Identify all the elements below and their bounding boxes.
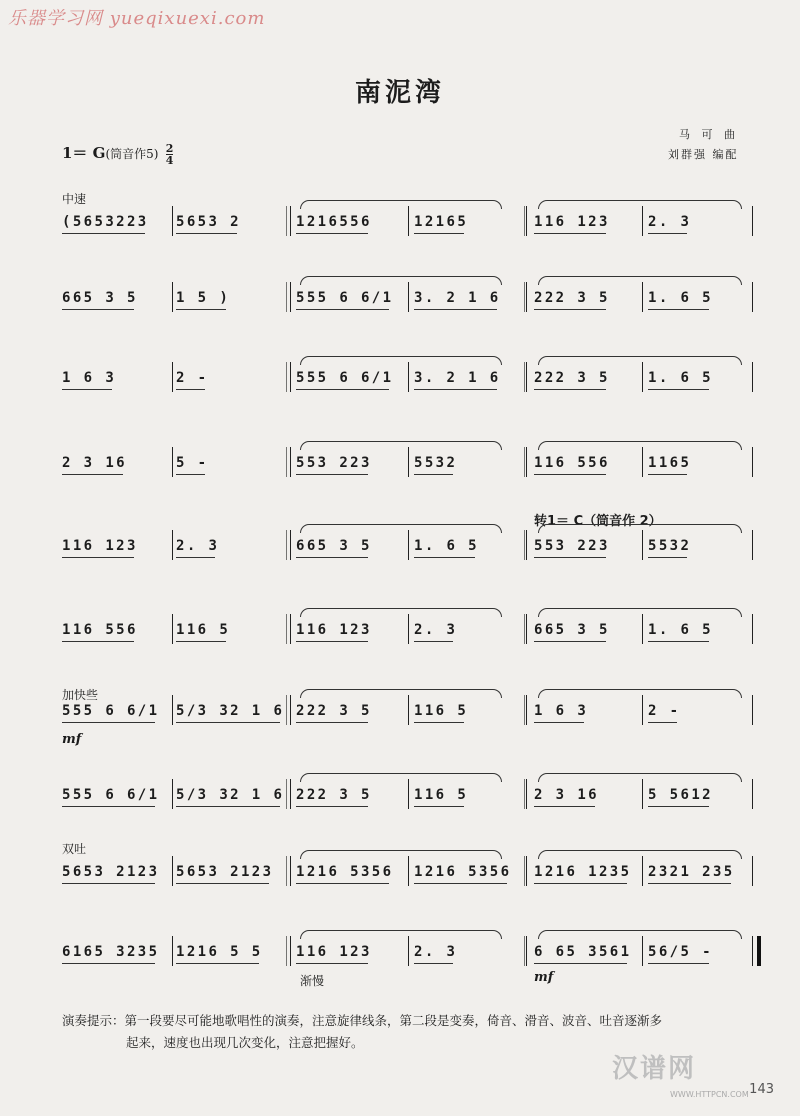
beam-line [62, 474, 123, 475]
barline [752, 936, 753, 966]
technique-marking: 双吐 [62, 842, 87, 856]
phrase-slur [538, 930, 742, 939]
barline [642, 936, 643, 966]
beam-line [176, 806, 280, 807]
barline [642, 282, 643, 312]
measure-r9-m3: 1216 5356 [296, 864, 393, 880]
measure-r8-m5: 2 3 16 [534, 787, 599, 803]
beam-line [534, 389, 606, 390]
measure-r1-m1: (5653223 [62, 214, 149, 230]
barline-inner [524, 695, 525, 725]
barline [290, 362, 291, 392]
barline [172, 856, 173, 886]
beam-line [176, 389, 205, 390]
beam-line [534, 641, 606, 642]
measure-r7-m4: 116 5 [414, 703, 468, 719]
measure-r6-m1: 116 556 [62, 622, 138, 638]
measure-r3-m3: 555 6 6/1 [296, 370, 393, 386]
beam-line [534, 722, 584, 723]
barline [526, 779, 527, 809]
beam-line [648, 641, 709, 642]
measure-r7-m1: 555 6 6/1 [62, 703, 159, 719]
beam-line [414, 233, 464, 234]
barline [172, 530, 173, 560]
barline [752, 362, 753, 392]
beam-line [296, 883, 389, 884]
beam-line [414, 474, 453, 475]
beam-line [62, 557, 134, 558]
beam-line [648, 474, 687, 475]
beam-line [648, 722, 677, 723]
barline [752, 856, 753, 886]
beam-line [534, 474, 606, 475]
beam-line [648, 557, 687, 558]
beam-line [296, 806, 368, 807]
phrase-slur [300, 850, 502, 859]
measure-r3-m6: 1. 6 5 [648, 370, 713, 386]
watermark: 乐器学习网 yueqixuexi.com [8, 8, 266, 29]
measure-r1-m6: 2. 3 [648, 214, 691, 230]
site-logo-url: WWW.HTTPCN.COM [670, 1090, 749, 1099]
barline [752, 206, 753, 236]
measure-r8-m1: 555 6 6/1 [62, 787, 159, 803]
barline-inner [286, 856, 287, 886]
beam-line [534, 309, 606, 310]
barline [408, 282, 409, 312]
measure-r5-m6: 5532 [648, 538, 691, 554]
beam-line [414, 641, 453, 642]
beam-line [414, 883, 507, 884]
measure-r3-m1: 1 6 3 [62, 370, 116, 386]
measure-r6-m4: 2. 3 [414, 622, 457, 638]
barline [752, 695, 753, 725]
measure-r9-m1: 5653 2123 [62, 864, 159, 880]
barline [642, 856, 643, 886]
barline [642, 362, 643, 392]
measure-r2-m5: 222 3 5 [534, 290, 610, 306]
barline-inner [286, 614, 287, 644]
measure-r1-m2: 5653 2 [176, 214, 241, 230]
measure-r4-m5: 116 556 [534, 455, 610, 471]
phrase-slur [300, 356, 502, 365]
barline-inner [286, 447, 287, 477]
phrase-slur [538, 689, 742, 698]
dynamic-mf-1: mf [62, 732, 82, 747]
beam-line [176, 474, 205, 475]
rit-marking: 渐慢 [300, 974, 325, 988]
barline [172, 206, 173, 236]
beam-line [414, 722, 464, 723]
barline-inner [286, 282, 287, 312]
barline [408, 362, 409, 392]
measure-r1-m5: 116 123 [534, 214, 610, 230]
barline [408, 779, 409, 809]
phrase-slur [538, 850, 742, 859]
beam-line [62, 309, 134, 310]
beam-line [648, 309, 709, 310]
measure-r8-m2: 5/3 32 1 6 [176, 787, 284, 803]
barline-inner [286, 695, 287, 725]
key-signature [62, 142, 173, 166]
barline [290, 779, 291, 809]
beam-line [414, 309, 497, 310]
phrase-slur [538, 524, 742, 533]
barline [752, 779, 753, 809]
measure-r5-m1: 116 123 [62, 538, 138, 554]
measure-r7-m2: 5/3 32 1 6 [176, 703, 284, 719]
barline [642, 447, 643, 477]
phrase-slur [538, 608, 742, 617]
beam-line [648, 233, 687, 234]
beam-line [534, 233, 606, 234]
barline [290, 614, 291, 644]
beam-line [176, 963, 259, 964]
barline [642, 695, 643, 725]
barline [642, 614, 643, 644]
measure-r6-m5: 665 3 5 [534, 622, 610, 638]
measure-r8-m4: 116 5 [414, 787, 468, 803]
phrase-slur [538, 356, 742, 365]
beam-line [648, 389, 709, 390]
barline [752, 282, 753, 312]
phrase-slur [300, 773, 502, 782]
measure-r7-m3: 222 3 5 [296, 703, 372, 719]
meter-top: 2 [165, 141, 174, 155]
barline [290, 282, 291, 312]
phrase-slur [300, 608, 502, 617]
measure-r9-m6: 2321 235 [648, 864, 735, 880]
barline [642, 530, 643, 560]
beam-line [534, 883, 627, 884]
barline-inner [286, 779, 287, 809]
barline [172, 779, 173, 809]
measure-r5-m4: 1. 6 5 [414, 538, 479, 554]
barline [526, 530, 527, 560]
phrase-slur [538, 773, 742, 782]
barline-inner [524, 206, 525, 236]
beam-line [62, 806, 155, 807]
phrase-slur [300, 200, 502, 209]
measure-r10-m1: 6165 3235 [62, 944, 159, 960]
barline [526, 206, 527, 236]
measure-r1-m4: 12165 [414, 214, 468, 230]
beam-line [296, 963, 368, 964]
barline-inner [524, 447, 525, 477]
final-barline [757, 936, 761, 966]
measure-r10-m5: 6 65 3561 [534, 944, 631, 960]
barline [408, 447, 409, 477]
barline [408, 856, 409, 886]
barline [526, 695, 527, 725]
beam-line [414, 557, 475, 558]
phrase-slur [538, 200, 742, 209]
tempo-marking-2: 加快些 [62, 688, 99, 702]
barline [172, 447, 173, 477]
measure-r6-m6: 1. 6 5 [648, 622, 713, 638]
barline-inner [286, 206, 287, 236]
modulation-marking: 转1＝ C（筒音作 2） [534, 514, 662, 529]
beam-line [296, 233, 368, 234]
beam-line [176, 309, 226, 310]
page-title: 南泥湾 [354, 78, 445, 108]
time-signature [166, 143, 174, 166]
barline [290, 530, 291, 560]
beam-line [296, 722, 368, 723]
beam-line [296, 474, 368, 475]
phrase-slur [300, 524, 502, 533]
barline-inner [524, 936, 525, 966]
barline-inner [524, 856, 525, 886]
barline [526, 936, 527, 966]
barline [526, 614, 527, 644]
barline [752, 447, 753, 477]
measure-r5-m3: 665 3 5 [296, 538, 372, 554]
beam-line [62, 389, 112, 390]
barline-inner [286, 530, 287, 560]
beam-line [414, 963, 453, 964]
barline [290, 856, 291, 886]
measure-r7-m5: 1 6 3 [534, 703, 588, 719]
beam-line [62, 233, 145, 234]
measure-r9-m4: 1216 5356 [414, 864, 511, 880]
barline [752, 614, 753, 644]
measure-r8-m3: 222 3 5 [296, 787, 372, 803]
barline [408, 695, 409, 725]
beam-line [296, 557, 368, 558]
barline-inner [524, 614, 525, 644]
barline [408, 206, 409, 236]
measure-r2-m4: 3. 2 1 6 [414, 290, 501, 306]
measure-r3-m4: 3. 2 1 6 [414, 370, 501, 386]
measure-r10-m4: 2. 3 [414, 944, 457, 960]
measure-r2-m1: 665 3 5 [62, 290, 138, 306]
barline [172, 362, 173, 392]
barline-inner [524, 530, 525, 560]
measure-r4-m6: 1165 [648, 455, 691, 471]
beam-line [414, 389, 497, 390]
page-number: 143 [749, 1082, 774, 1097]
beam-line [534, 963, 627, 964]
measure-r4-m3: 553 223 [296, 455, 372, 471]
barline [172, 614, 173, 644]
barline-inner [524, 362, 525, 392]
barline-inner [524, 779, 525, 809]
beam-line [176, 883, 269, 884]
phrase-slur [300, 689, 502, 698]
barline [408, 936, 409, 966]
barline [408, 530, 409, 560]
measure-r2-m6: 1. 6 5 [648, 290, 713, 306]
measure-r1-m3: 1216556 [296, 214, 372, 230]
barline [290, 936, 291, 966]
barline [290, 206, 291, 236]
barline [290, 695, 291, 725]
barline [526, 447, 527, 477]
arranger-credit: 刘群强 编配 [668, 148, 739, 161]
barline [172, 695, 173, 725]
measure-r7-m6: 2 - [648, 703, 681, 719]
phrase-slur [538, 441, 742, 450]
measure-r6-m2: 116 5 [176, 622, 230, 638]
barline-inner [286, 362, 287, 392]
meter-bottom: 4 [165, 153, 174, 167]
measure-r10-m6: 56/5 - [648, 944, 713, 960]
beam-line [534, 806, 595, 807]
barline [642, 206, 643, 236]
measure-r8-m6: 5 5612 [648, 787, 713, 803]
barline [172, 282, 173, 312]
measure-r5-m5: 553 223 [534, 538, 610, 554]
measure-r6-m3: 116 123 [296, 622, 372, 638]
site-logo: 汉谱网 [612, 1054, 697, 1084]
performance-note-line2: 起来，速度也出现几次变化，注意把握好。 [126, 1035, 364, 1050]
barline [752, 530, 753, 560]
measure-r3-m5: 222 3 5 [534, 370, 610, 386]
dynamic-mf-2: mf [534, 970, 554, 985]
barline [526, 856, 527, 886]
beam-line [648, 806, 709, 807]
measure-r2-m3: 555 6 6/1 [296, 290, 393, 306]
key-prefix: 1＝ G [62, 144, 106, 162]
beam-line [176, 233, 237, 234]
beam-line [176, 722, 280, 723]
beam-line [62, 963, 155, 964]
beam-line [296, 389, 389, 390]
barline [526, 362, 527, 392]
composer-credit: 马 可 曲 [679, 128, 739, 141]
beam-line [176, 557, 215, 558]
phrase-slur [300, 930, 502, 939]
phrase-slur [300, 441, 502, 450]
barline [526, 282, 527, 312]
measure-r9-m2: 5653 2123 [176, 864, 273, 880]
beam-line [296, 309, 389, 310]
measure-r9-m5: 1216 1235 [534, 864, 631, 880]
phrase-slur [538, 276, 742, 285]
key-note: (筒音作5) [105, 147, 159, 161]
beam-line [534, 557, 606, 558]
beam-line [62, 722, 155, 723]
barline [290, 447, 291, 477]
beam-line [414, 806, 464, 807]
barline [172, 936, 173, 966]
measure-r2-m2: 1 5 ) [176, 290, 230, 306]
barline [408, 614, 409, 644]
beam-line [62, 883, 155, 884]
barline [642, 779, 643, 809]
beam-line [648, 963, 709, 964]
barline-inner [524, 282, 525, 312]
tempo-marking-1: 中速 [62, 192, 87, 206]
phrase-slur [300, 276, 502, 285]
measure-r4-m2: 5 - [176, 455, 209, 471]
beam-line [62, 641, 134, 642]
beam-line [176, 641, 226, 642]
measure-r10-m3: 116 123 [296, 944, 372, 960]
beam-line [648, 883, 731, 884]
measure-r3-m2: 2 - [176, 370, 209, 386]
measure-r4-m4: 5532 [414, 455, 457, 471]
measure-r10-m2: 1216 5 5 [176, 944, 263, 960]
barline-inner [286, 936, 287, 966]
beam-line [296, 641, 368, 642]
performance-note-line1: 演奏提示：第一段要尽可能地歌唱性的演奏，注意旋律线条，第二段是变奏，倚音、滑音、波音、吐音逐渐多 [62, 1013, 663, 1028]
measure-r5-m2: 2. 3 [176, 538, 219, 554]
measure-r4-m1: 2 3 16 [62, 455, 127, 471]
